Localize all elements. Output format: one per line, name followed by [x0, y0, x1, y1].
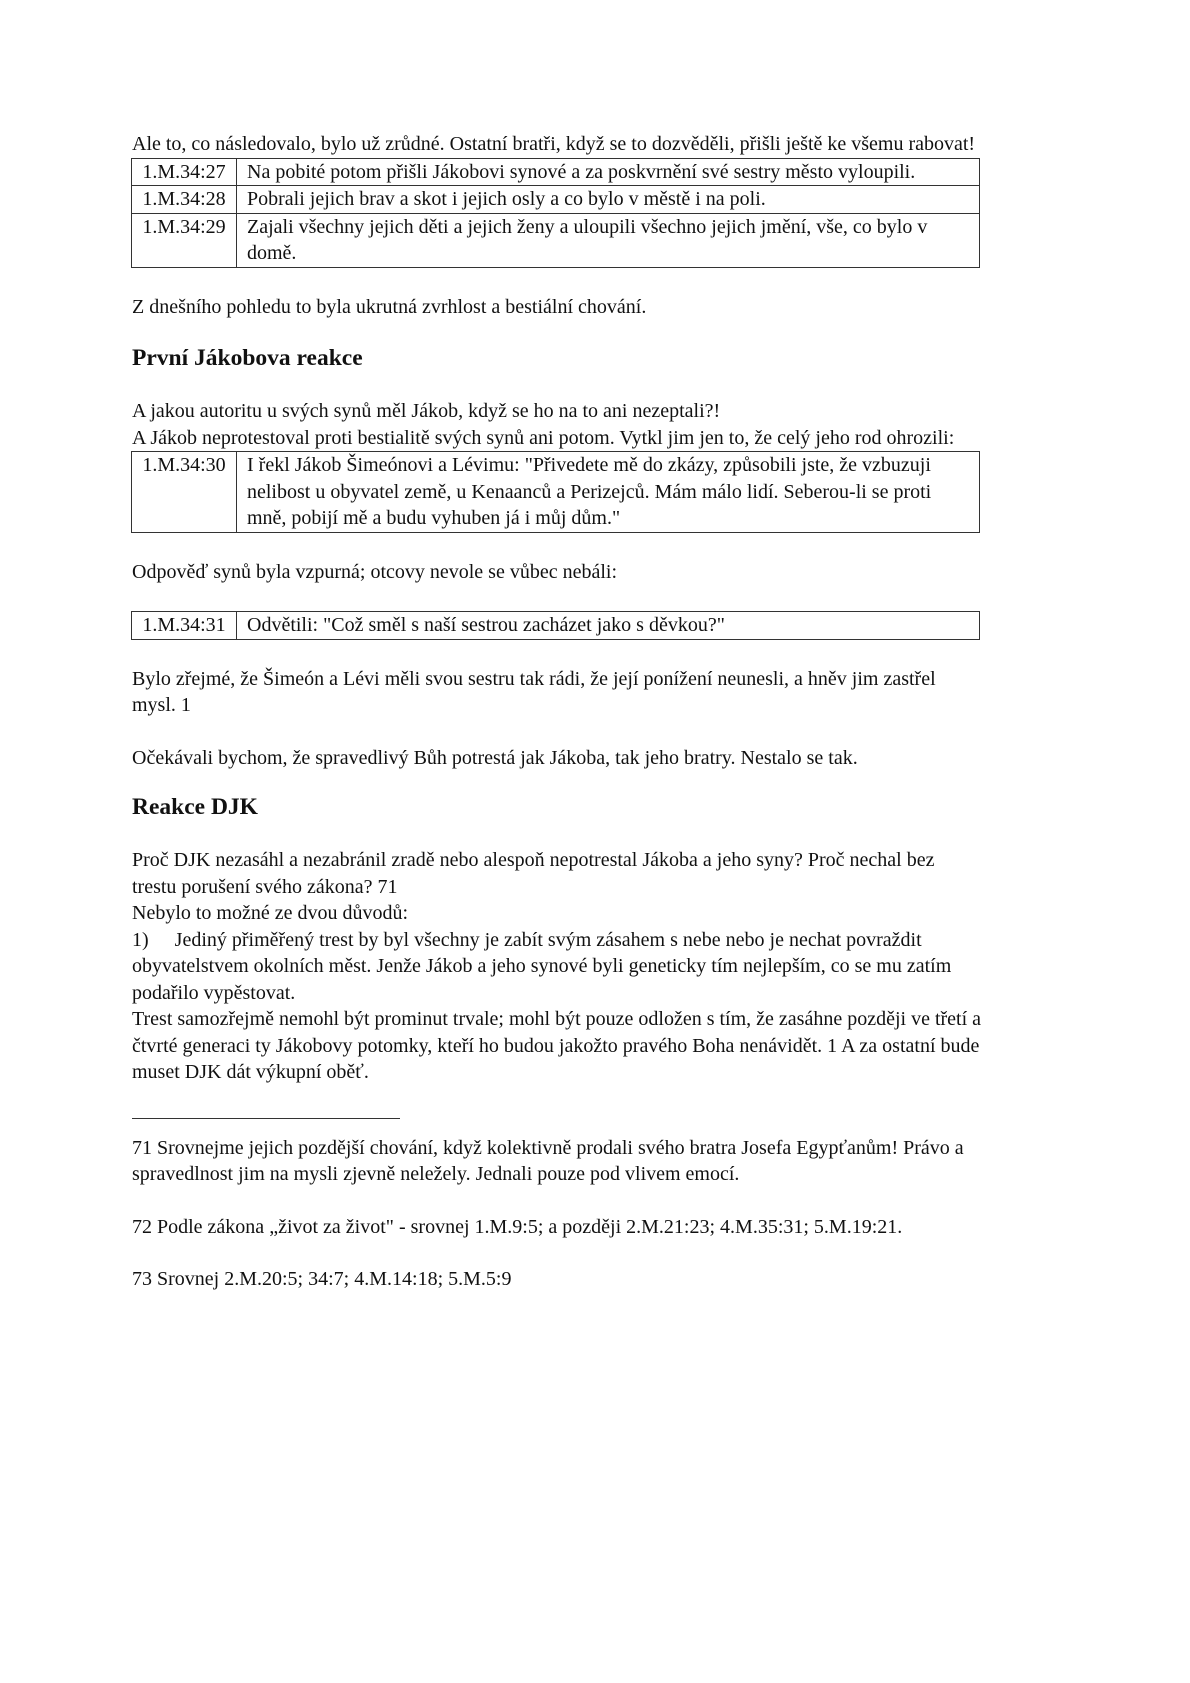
table-row [132, 452, 980, 533]
verse-ref: 1.M.34:29 [132, 213, 237, 267]
list-text: Jediný přiměřený trest by byl všechny je zabít svým zásahem s nebe nebo je nechat povraždit obyvatelstvem okolních měst. Jenže Jákob a jeho synové byli geneticky tím nejlepším, co se mu zatím podařilo vypěstovat. [132, 928, 952, 1004]
section-heading: Reakce DJK [132, 794, 258, 820]
footnote: 71 Srovnejme jejich pozdější chování, když kolektivně prodali svého bratra Josefa Egypťanům! Právo a spravedlnost jim na mysli zjevně neležely. Jednali pouze pod vlivem emocí. [132, 1136, 964, 1185]
verse-text: Zajali všechny jejich děti a jejich ženy a uloupili všechno jejich jmění, vše, co bylo v domě. [237, 213, 980, 267]
paragraph: A jakou autoritu u svých synů měl Jákob, když se ho na to ani nezeptali?! [132, 400, 721, 422]
intro-paragraph: Ale to, co následovalo, bylo už zrůdné. Ostatní bratři, když se to dozvěděli, přišli ještě ke všemu rabovat! [132, 133, 976, 155]
footnote: 73 Srovnej 2.M.20:5; 34:7; 4.M.14:18; 5.M.5:9 [132, 1268, 512, 1290]
section-heading: První Jákobova reakce [132, 345, 363, 371]
list-number: 1) [132, 928, 149, 951]
verse-ref: 1.M.34:28 [132, 186, 237, 214]
verse-text: Na pobité potom přišli Jákobovi synové a za poskvrnění své sestry město vyloupili. [237, 158, 980, 186]
verse-ref: 1.M.34:30 [132, 452, 237, 533]
table-row [132, 158, 980, 186]
paragraph: Očekávali bychom, že spravedlivý Bůh potrestá jak Jákoba, tak jeho bratry. Nestalo se tak. [132, 746, 858, 769]
verse-ref: 1.M.34:27 [132, 158, 237, 186]
verse-table-2 [131, 451, 980, 533]
paragraph: Bylo zřejmé, že Šimeón a Lévi měli svou sestru tak rádi, že její ponížení neunesli, a hněv jim zastřel mysl. 1 [132, 667, 936, 716]
table-row [132, 612, 980, 640]
paragraph: A Jákob neprotestoval proti bestialitě svých synů ani potom. Vytkl jim jen to, že celý jeho rod ohrozili: [132, 426, 955, 449]
paragraph: Odpověď synů byla vzpurná; otcovy nevole se vůbec nebáli: [132, 560, 618, 583]
verse-text: Pobrali jejich brav a skot i jejich osly a co bylo v městě i na poli. [237, 186, 980, 214]
verse-text: Odvětili: "Což směl s naší sestrou zacházet jako s děvkou?" [237, 612, 980, 640]
table-row [132, 186, 980, 214]
footnotes [132, 1135, 982, 1293]
paragraph: Proč DJK nezasáhl a nezabránil zradě nebo alespoň nepotrestal Jákoba a jeho syny? Proč nechal bez trestu porušení svého zákona? 71 [132, 849, 935, 898]
verse-table-1 [131, 158, 980, 268]
verse-text: I řekl Jákob Šimeónovi a Lévimu: "Přivedete mě do zkázy, způsobili jste, že vzbuzuji nelibost u obyvatel země, u Kenaanců a Perizejců. Mám málo lidí. Seberou-li se proti mně, pobijí mě a budu vyhuben já i můj dům." [237, 452, 980, 533]
verse-ref: 1.M.34:31 [132, 612, 237, 640]
verse-table-3 [131, 611, 980, 640]
paragraph: Trest samozřejmě nemohl být prominut trvale; mohl být pouze odložen s tím, že zasáhne později ve třetí a čtvrté generaci ty Jákobovy potomky, kteří ho budou jakožto pravého Boha nenávidět. 1 A za ostatní bude muset DJK dát výkupní oběť. [132, 1008, 982, 1083]
footnote: 72 Podle zákona „život za život" - srovnej 1.M.9:5; a později 2.M.21:23; 4.M.35:31; 5.M.19:21. [132, 1215, 903, 1238]
table-row [132, 213, 980, 267]
paragraph: Nebylo to možné ze dvou důvodů: [132, 902, 409, 924]
document-page [132, 131, 982, 1293]
paragraph: Z dnešního pohledu to byla ukrutná zvrhlost a bestiální chování. [132, 295, 647, 318]
list-item [132, 927, 982, 1007]
